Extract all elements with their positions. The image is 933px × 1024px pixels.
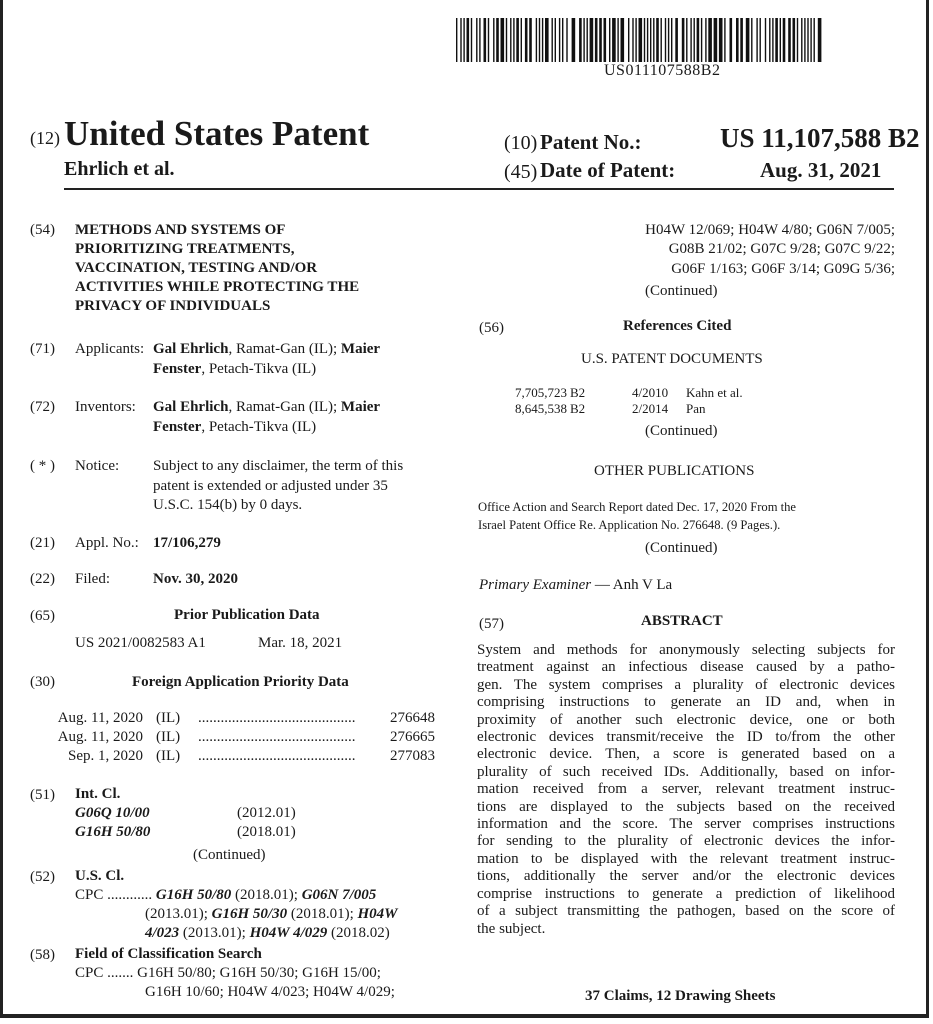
applicant-name: Fenster (153, 361, 202, 377)
barcode-bar (460, 18, 461, 62)
barcode-bar (647, 18, 648, 62)
barcode-bar (590, 18, 594, 62)
barcode-bar (536, 18, 537, 62)
barcode-bar (516, 18, 519, 62)
ref-number: 7,705,723 (515, 385, 567, 400)
barcode-bar (587, 18, 588, 62)
barcode-bar (671, 18, 672, 62)
barcode-bar (714, 18, 718, 62)
notice-line: patent is extended or adjusted under 35 (153, 477, 388, 494)
examiner-label: Primary Examiner (479, 577, 592, 593)
field-num-12: (12) (30, 128, 60, 148)
ref-name: Kahn et al. (686, 385, 743, 400)
field-num-65: (65) (30, 608, 55, 624)
inventor-name: Maier (340, 399, 381, 415)
barcode-bar (740, 18, 743, 62)
patent-no-label: Patent No.: (540, 130, 642, 154)
filed-label: Filed: (75, 571, 111, 587)
barcode-bar (772, 18, 773, 62)
barcode-bar (579, 18, 582, 62)
cpc-year: (2018.01); (231, 887, 302, 903)
examiner-name: Anh V La (612, 577, 673, 593)
date-label: Date of Patent: (540, 158, 676, 182)
int-cl-year: (2018.01) (237, 824, 296, 840)
invention-title-line: PRIVACY OF INDIVIDUALS (75, 298, 271, 314)
barcode-bar (484, 18, 487, 62)
field-num-51: (51) (30, 787, 55, 803)
notice-line: U.S.C. 154(b) by 0 days. (153, 497, 303, 513)
barcode-bar (788, 18, 791, 62)
abstract-line: plurality of such received IDs. Additionally, based on infor- (477, 763, 895, 780)
us-cl-line-2 (145, 906, 398, 923)
barcode-bar (595, 18, 598, 62)
barcode-bar (545, 18, 549, 62)
ref-number: 8,645,538 (515, 401, 567, 416)
barcode-bar (783, 18, 786, 62)
field-num-56: (56) (479, 320, 504, 336)
priority-country: (IL) (156, 710, 181, 726)
applicant-location: , Ramat-Gan (IL); (228, 341, 341, 357)
appl-no-value: 17/106,279 (153, 535, 221, 551)
cpc-code: G06N 7/005 (301, 887, 377, 903)
barcode-bar (769, 18, 770, 62)
inventors-label: Inventors: (75, 399, 136, 415)
barcode-bar (604, 18, 607, 62)
cpc-code: G16H 50/80 (155, 887, 232, 903)
barcode-bar (628, 18, 629, 62)
abstract-line: gen. The system comprises a plurality of electronic devices (477, 676, 895, 693)
barcode-bar (501, 18, 505, 62)
priority-country: (IL) (156, 729, 181, 745)
inventor-name: Gal Ehrlich (153, 399, 229, 415)
field-num-54: (54) (30, 222, 55, 238)
prior-pub-heading: Prior Publication Data (174, 607, 320, 623)
abstract-line: of a subject transmitting the pathogen, based on the score of (477, 903, 895, 920)
barcode-bar (694, 18, 695, 62)
abstract-line: comprising instructions to generate an ID and, when in (477, 694, 895, 711)
other-pub-line: Office Action and Search Report dated Dec. 17, 2020 From the (478, 500, 797, 514)
cpc-code: H04W 4/029 (249, 925, 328, 941)
cpc-code: G16H 50/30 (211, 906, 288, 922)
barcode-bar (682, 18, 685, 62)
invention-title-line: ACTIVITIES WHILE PROTECTING THE (75, 279, 360, 295)
barcode-bar (765, 18, 766, 62)
barcode-bar (612, 18, 616, 62)
priority-leader: .......................................... (198, 710, 356, 726)
barcode-bar (665, 18, 666, 62)
us-patent-docs-heading: U.S. PATENT DOCUMENTS (581, 351, 763, 367)
ref-name: Pan (686, 401, 706, 416)
abstract-line: for sending to the plurality of electronic devices the infor- (477, 833, 895, 850)
applicant-name: Gal Ehrlich (153, 341, 229, 357)
cpc-code: H04W (357, 906, 398, 922)
notice-line: Subject to any disclaimer, the term of this (153, 458, 404, 474)
barcode-number: US011107588B2 (604, 62, 721, 79)
barcode-bar (686, 18, 687, 62)
barcode-bar (756, 18, 757, 62)
header-divider (64, 188, 894, 190)
priority-number: 276648 (390, 710, 435, 726)
barcode-bar (476, 18, 477, 62)
barcode-bar (521, 18, 522, 62)
abstract-line: proximity of another such electronic device, one or both (477, 711, 895, 728)
field-num-notice: ( * ) (30, 458, 55, 474)
patent-title: United States Patent (64, 114, 370, 153)
barcode-bar (724, 18, 725, 62)
cpc-year: (2018.01); (287, 906, 358, 922)
us-cl-line-3 (145, 925, 390, 942)
barcode-bar (599, 18, 602, 62)
int-cl-code: G06Q 10/00 (75, 805, 150, 821)
abstract-text (477, 642, 895, 938)
barcode-bar (456, 18, 457, 62)
barcode-bar (661, 18, 662, 62)
barcode-bar (804, 18, 805, 62)
applicant-name: Maier (340, 341, 381, 357)
abstract-line: tions, additionally the server and/or the electronic devices (477, 868, 895, 885)
claims-summary: 37 Claims, 12 Drawing Sheets (585, 988, 776, 1004)
classification-continued (645, 221, 895, 279)
barcode-bar (617, 18, 618, 62)
barcode-bar (635, 18, 636, 62)
abstract-line: electronic device. Then, a score is generated based on a (477, 746, 895, 763)
barcode-bar (730, 18, 733, 62)
priority-number: 276665 (390, 729, 435, 745)
barcode-bar (690, 18, 691, 62)
patent-date: Aug. 31, 2021 (760, 158, 882, 182)
ref-date: 2/2014 (632, 401, 669, 416)
filed-value: Nov. 30, 2020 (153, 571, 239, 587)
invention-title-line: PRIORITIZING TREATMENTS, (75, 241, 295, 257)
cpc-label: CPC (75, 965, 104, 981)
priority-date: Aug. 11, 2020 (57, 729, 143, 745)
barcode-bar (650, 18, 651, 62)
cpc-codes: G16H 50/80; G16H 50/30; G16H 15/00; (137, 965, 381, 981)
barcode-bar (639, 18, 643, 62)
abstract-line: electronic devices transmit/receive the ID to/from the other (477, 729, 895, 746)
barcode-bar (705, 18, 706, 62)
barcode-bar (746, 18, 750, 62)
cpc-label: CPC (75, 887, 104, 903)
barcode-bar (751, 18, 752, 62)
classification-line: G08B 21/02; G07C 9/28; G07C 9/22; (668, 241, 895, 258)
invention-title-line: VACCINATION, TESTING AND/OR (75, 260, 318, 276)
barcode-bar (719, 18, 723, 62)
field-num-57: (57) (479, 616, 504, 632)
invention-title (75, 221, 359, 316)
field-num-22: (22) (30, 571, 55, 587)
barcode-bar (814, 18, 815, 62)
other-pub-line: Israel Patent Office Re. Application No. 276648. (9 Pages.). (478, 518, 781, 532)
barcode-bar (467, 18, 470, 62)
barcode-bar (801, 18, 802, 62)
int-cl-continued: (Continued) (193, 847, 266, 863)
ref-kind: B2 (570, 401, 586, 416)
cpc-leader: ............ (107, 887, 153, 903)
barcode-bar (583, 18, 584, 62)
barcode-bar (559, 18, 560, 62)
applicants-line-1 (153, 341, 380, 358)
barcode-bar (496, 18, 499, 62)
barcode-bar (513, 18, 514, 62)
field-num-52: (52) (30, 869, 55, 885)
priority-number: 277083 (390, 748, 435, 764)
patent-number: US 11,107,588 B2 (720, 123, 920, 153)
cpc-leader: ....... (107, 965, 134, 981)
barcode-bar (656, 18, 659, 62)
barcode-bar (701, 18, 702, 62)
barcode (456, 18, 824, 62)
appl-no-label: Appl. No.: (75, 535, 139, 551)
abstract-line: tions are displayed to the subjects based on the received (477, 798, 895, 815)
priority-date: Aug. 11, 2020 (57, 710, 143, 726)
references-continued: (Continued) (645, 423, 718, 439)
field-search-line-2: G16H 10/60; H04W 4/023; H04W 4/029; (145, 984, 395, 1000)
ref-kind: B2 (570, 385, 586, 400)
cpc-year: (2013.01); (145, 906, 212, 922)
barcode-bar (542, 18, 543, 62)
barcode-bar (780, 18, 781, 62)
examiner-sep: — (591, 577, 613, 593)
abstract-line: System and methods for anonymously selecting subjects for (477, 642, 895, 658)
priority-country: (IL) (156, 748, 181, 764)
barcode-bar (525, 18, 528, 62)
barcode-bar (621, 18, 625, 62)
other-publications-heading: OTHER PUBLICATIONS (594, 463, 755, 479)
cpc-year: (2013.01); (179, 925, 250, 941)
barcode-bar (609, 18, 610, 62)
invention-title-line: METHODS AND SYSTEMS OF (75, 222, 286, 238)
foreign-priority-heading: Foreign Application Priority Data (132, 674, 349, 690)
other-publications-text (478, 498, 796, 534)
barcode-bar (493, 18, 494, 62)
classification-line: G06F 1/163; G06F 3/14; G09G 5/36; (671, 260, 895, 277)
inventor-location: , Petach-Tikva (IL) (201, 419, 317, 435)
classification-continued-label: (Continued) (645, 283, 718, 299)
barcode-bar (653, 18, 654, 62)
us-cl-heading: U.S. Cl. (75, 868, 125, 884)
barcode-bar (697, 18, 700, 62)
barcode-bar (488, 18, 489, 62)
abstract-heading: ABSTRACT (641, 613, 723, 629)
barcode-bar (479, 18, 480, 62)
field-num-72: (72) (30, 399, 55, 415)
barcode-bar (555, 18, 556, 62)
barcode-bar (644, 18, 645, 62)
notice-text (153, 457, 403, 516)
inventor-name: Fenster (153, 419, 202, 435)
barcode-bar (736, 18, 739, 62)
references-heading: References Cited (623, 318, 732, 334)
classification-line: H04W 12/069; H04W 4/80; G06N 7/005; (645, 222, 895, 238)
abstract-line: treatment against an infectious disease caused by a patho- (477, 659, 895, 676)
field-num-30: (30) (30, 674, 55, 690)
barcode-bar (818, 18, 822, 62)
cpc-code: 4/023 (145, 925, 180, 941)
inventors-line-1 (153, 399, 380, 416)
us-cl-line-1 (75, 887, 376, 904)
other-publications-continued: (Continued) (645, 540, 718, 556)
field-num-71: (71) (30, 341, 55, 357)
barcode-bar (668, 18, 669, 62)
primary-examiner (479, 577, 672, 594)
abstract-line: the subject. (477, 920, 546, 937)
barcode-bar (506, 18, 507, 62)
patent-authors: Ehrlich et al. (64, 158, 175, 180)
inventors-line-2 (153, 419, 316, 436)
barcode-bar (775, 18, 778, 62)
barcode-bar (708, 18, 712, 62)
barcode-bar (566, 18, 567, 62)
ref-date: 4/2010 (632, 385, 669, 400)
barcode-bar (562, 18, 563, 62)
barcode-bar (793, 18, 796, 62)
field-num-10: (10) (504, 132, 538, 154)
barcode-bar (572, 18, 576, 62)
int-cl-code: G16H 50/80 (75, 824, 151, 840)
barcode-bar (632, 18, 633, 62)
priority-date: Sep. 1, 2020 (68, 748, 143, 764)
field-num-45: (45) (504, 161, 538, 183)
barcode-bar (807, 18, 808, 62)
barcode-bar (797, 18, 798, 62)
field-num-21: (21) (30, 535, 55, 551)
notice-label: Notice: (75, 458, 120, 474)
abstract-line: information and the score. The server comprises instructions (477, 816, 895, 833)
int-cl-year: (2012.01) (237, 805, 296, 821)
barcode-bar (552, 18, 553, 62)
applicants-label: Applicants: (75, 341, 145, 357)
applicants-line-2 (153, 361, 316, 378)
field-num-58: (58) (30, 947, 55, 963)
abstract-line: mation received from a server, relevant treatment instruc- (477, 781, 895, 798)
barcode-bar (529, 18, 532, 62)
abstract-line: mation to be displayed with the relevant treatment instruc- (477, 850, 895, 867)
barcode-bar (675, 18, 678, 62)
field-search-heading: Field of Classification Search (75, 946, 262, 962)
barcode-bar (510, 18, 511, 62)
field-search-line-1 (75, 965, 381, 982)
barcode-bar (471, 18, 472, 62)
priority-leader: .......................................... (198, 748, 356, 764)
applicant-location: , Petach-Tikva (IL) (201, 361, 317, 377)
priority-leader: .......................................... (198, 729, 356, 745)
cpc-year: (2018.02) (327, 925, 390, 941)
prior-pub-number: US 2021/0082583 A1 (75, 635, 206, 651)
int-cl-heading: Int. Cl. (75, 786, 121, 802)
barcode-bar (463, 18, 464, 62)
barcode-bar (760, 18, 761, 62)
abstract-line: comprise instructions to generate a prediction of likelihood (477, 885, 895, 902)
inventor-location: , Ramat-Gan (IL); (228, 399, 341, 415)
barcode-bar (810, 18, 811, 62)
barcode-bar (539, 18, 540, 62)
prior-pub-date: Mar. 18, 2021 (258, 635, 343, 651)
